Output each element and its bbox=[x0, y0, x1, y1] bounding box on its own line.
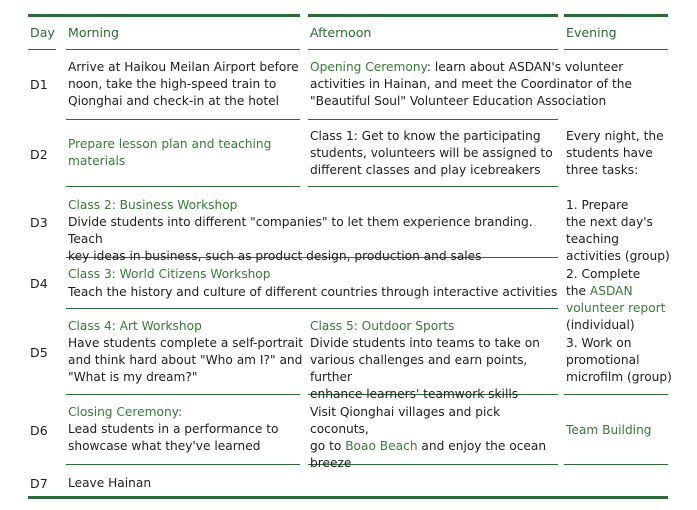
row-divider bbox=[308, 186, 558, 187]
row-divider bbox=[564, 394, 668, 395]
d6-afternoon bbox=[310, 404, 562, 472]
row-divider bbox=[66, 464, 300, 465]
opening-ceremony-label: Opening Ceremony bbox=[310, 60, 427, 74]
header-bottom-rule bbox=[564, 49, 668, 50]
header-bottom-rule bbox=[28, 49, 56, 50]
header-evening: Evening bbox=[566, 25, 617, 40]
d5-morning-text: Have students complete a self-portrait and think hard about "Who am I?" and "What is my dream?" bbox=[68, 336, 304, 384]
header-top-rule bbox=[564, 14, 668, 17]
header-top-rule bbox=[308, 14, 558, 17]
asdan-report-label: ASDAN volunteer report bbox=[566, 284, 666, 315]
d6-evening: Team Building bbox=[566, 423, 652, 437]
d6-afternoon-text-b: and enjoy the ocean breeze bbox=[310, 439, 547, 470]
d4-text: Teach the history and culture of different countries through interactive activities bbox=[68, 285, 558, 299]
d2-morning: Prepare lesson plan and teaching materials bbox=[68, 137, 272, 168]
row-divider bbox=[66, 186, 300, 187]
row-divider bbox=[66, 308, 558, 309]
header-bottom-rule bbox=[308, 49, 558, 50]
header-day: Day bbox=[30, 25, 55, 40]
d7-morning: Leave Hainan bbox=[68, 476, 152, 490]
d6-afternoon-text-a: Visit Qionghai villages and pick coconuts, go to bbox=[310, 405, 501, 453]
table-bottom-rule bbox=[28, 496, 668, 499]
d1-afternoon-text: : learn about ASDAN's volunteer activities in Hainan, and meet the Coordinator of the "Beautiful Soul" Volunteer Education Association bbox=[310, 60, 632, 108]
d3-text: Divide students into different "companies" to let them experience branding. Teach key ideas in business, such as product design, production and sales bbox=[68, 215, 533, 263]
day-label-d4: D4 bbox=[30, 276, 48, 291]
day-label-d3: D3 bbox=[30, 215, 48, 230]
d1-morning: Arrive at Haikou Meilan Airport before noon, take the high-speed train to Qionghai and check-in at the hotel bbox=[68, 60, 299, 108]
evening-task-1: 1. Prepare the next day's teaching activities (group) bbox=[566, 198, 670, 263]
day-label-d5: D5 bbox=[30, 345, 48, 360]
day-label-d7: D7 bbox=[30, 476, 48, 491]
d3-title: Class 2: Business Workshop bbox=[68, 198, 238, 212]
row-divider bbox=[66, 119, 300, 120]
evening-task-3: 3. Work on promotional microfilm (group) bbox=[566, 336, 672, 384]
header-afternoon: Afternoon bbox=[310, 25, 372, 40]
d6-morning-text: Lead students in a performance to showcase what they've learned bbox=[68, 422, 279, 453]
evening-task-2-b: (individual) bbox=[566, 318, 635, 332]
header-morning: Morning bbox=[68, 25, 119, 40]
row-divider bbox=[564, 464, 668, 465]
day-label-d2: D2 bbox=[30, 147, 48, 162]
d5-morning-title: Class 4: Art Workshop bbox=[68, 319, 202, 333]
evening-task-2 bbox=[566, 266, 676, 334]
day-label-d1: D1 bbox=[30, 77, 48, 92]
evening-tasks-intro: Every night, the students have three tasks: bbox=[566, 129, 664, 177]
d1-afternoon bbox=[310, 59, 658, 110]
header-top-rule bbox=[28, 14, 300, 17]
day-label-d6: D6 bbox=[30, 423, 48, 438]
d6-morning-title: Closing Ceremony: bbox=[68, 405, 183, 419]
d2-afternoon: Class 1: Get to know the participating students, volunteers will be assigned to different classes and play icebreakers bbox=[310, 129, 553, 177]
row-divider bbox=[66, 394, 300, 395]
row-divider bbox=[308, 119, 558, 120]
d5-afternoon-title: Class 5: Outdoor Sports bbox=[310, 319, 455, 333]
evening-task-2-a: 2. Complete the bbox=[566, 267, 641, 298]
boao-beach-label: Boao Beach bbox=[345, 439, 418, 453]
d5-afternoon-text: Divide students into teams to take on various challenges and earn points, further enhance learners' teamwork skills bbox=[310, 336, 540, 401]
header-bottom-rule bbox=[66, 49, 300, 50]
d4-title: Class 3: World Citizens Workshop bbox=[68, 267, 271, 281]
